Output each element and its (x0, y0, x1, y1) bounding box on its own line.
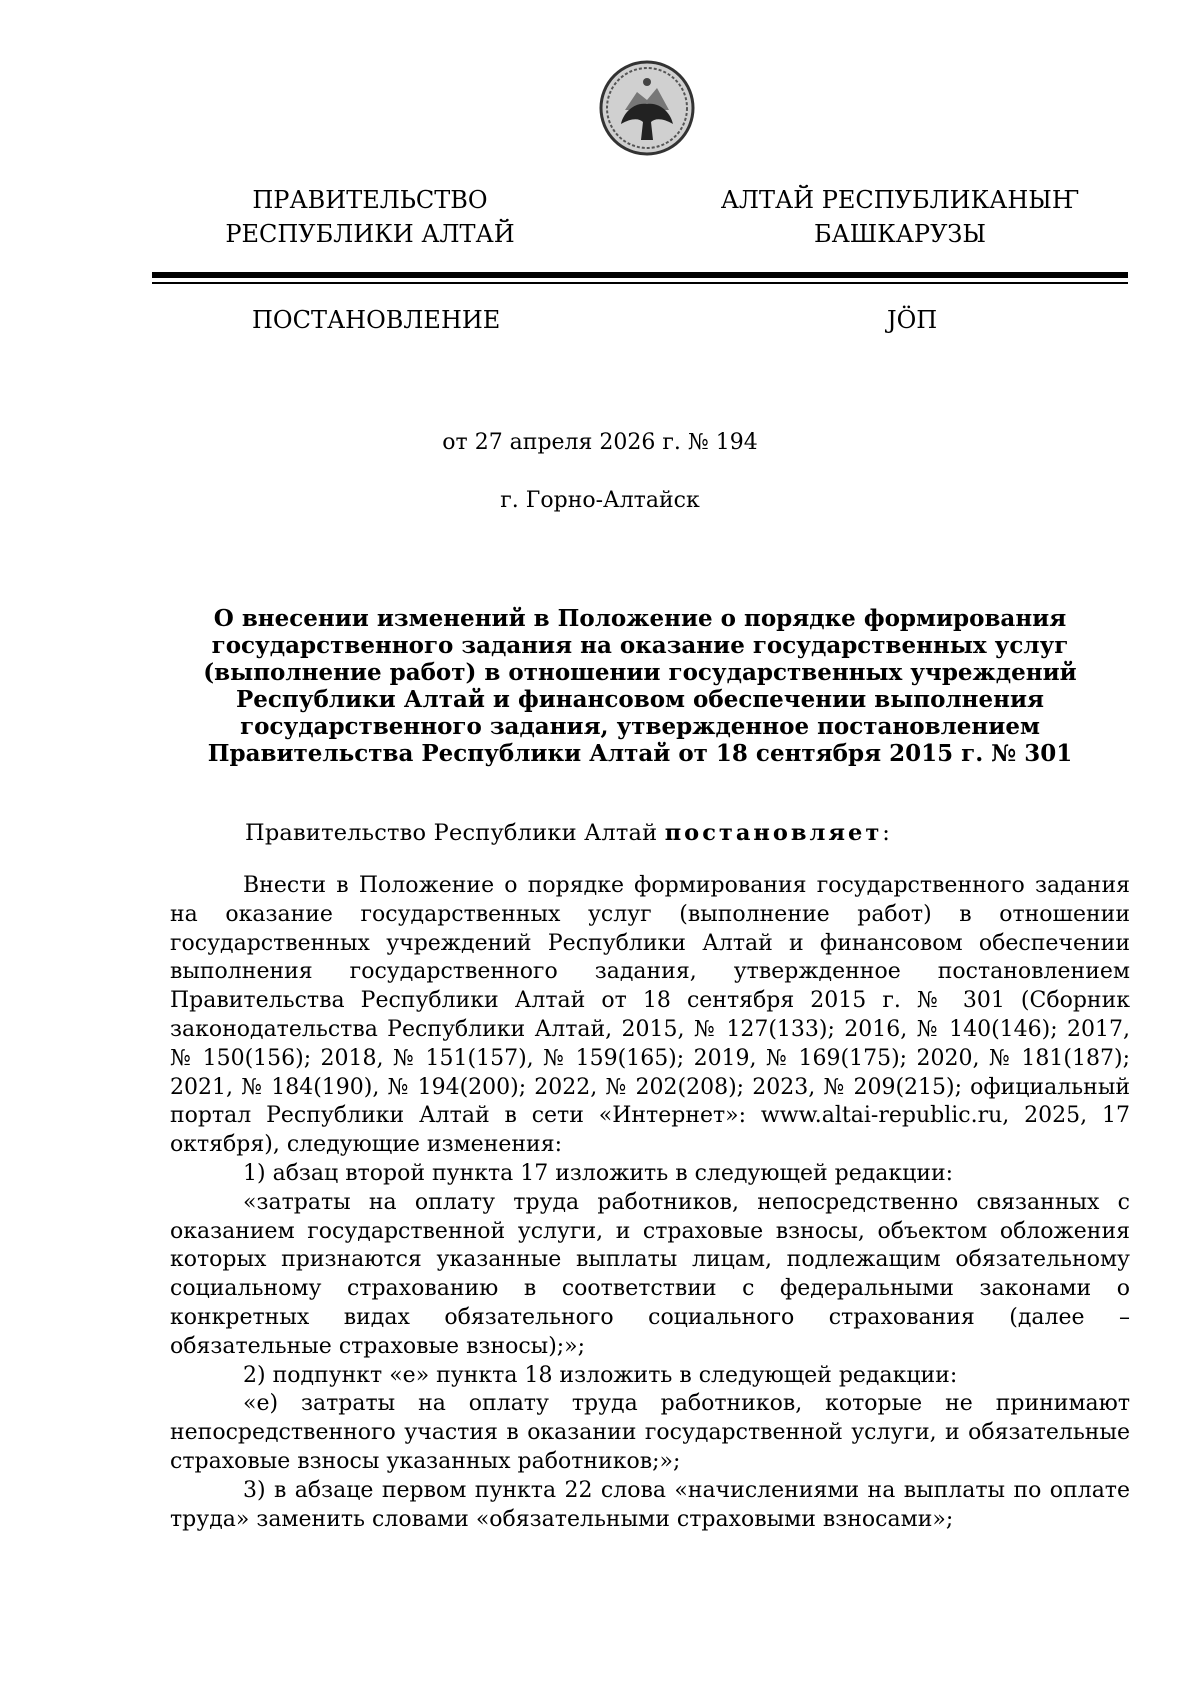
body-paragraph: «затраты на оплату труда работников, непосредственно связанных с оказанием государственной услуги, и страховые взносы, объектом обложения которых признаются указанные выплаты лицам, подлежащим обязательному социальному страхованию в соответствии с федеральными законами о конкретных видах обязательного социального страхования (далее – обязательные страховые взносы);»; (170, 1189, 1130, 1359)
preamble (245, 820, 890, 846)
body-paragraph: Внести в Положение о порядке формирования государственного задания на оказание государственных услуг (выполнение работ) в отношении государственных учреждений Республики Алтай и финансовом обеспечении выполнения государственного задания, утвержденное постановлением Правительства Республики Алтай от 18 сентября 2015 г. № 301 (Сборник законодательства Республики Алтай, 2015, № 127(133); 2016, № 140(146); 2017, № 150(156); 2018, № 151(157), № 159(165); 2019, № 169(175); 2020, № 181(187); 2021, № 184(190), № 194(200); 2022, № 202(208); 2023, № 209(215); официальный портал Республики Алтай в сети «Интернет»: www.altai-republic.ru, 2025, 17 октября), следующие изменения: (170, 873, 1130, 1158)
issuer-name-line: РЕСПУБЛИКИ АЛТАЙ (225, 220, 515, 248)
document-type-russian: ПОСТАНОВЛЕНИЕ (252, 306, 501, 334)
issuer-name-line: БАШКАРУЗЫ (813, 220, 986, 248)
preamble-colon: : (882, 820, 891, 846)
body-paragraph: 2) подпункт «е» пункта 18 изложить в следующей редакции: (243, 1362, 958, 1388)
issuer-name-altai (720, 183, 1080, 251)
document-body (170, 872, 1130, 1534)
issuer-name-russian (190, 183, 550, 251)
header-divider-thin (152, 282, 1128, 284)
body-paragraph: 3) в абзаце первом пункта 22 слова «начислениями на выплаты по оплате труда» заменить словами «обязательными страховыми взносами»; (170, 1477, 1130, 1532)
document-city: г. Горно-Алтайск (500, 488, 700, 513)
body-paragraph: «е) затраты на оплату труда работников, которые не принимают непосредственного участия в оказании государственной услуги, и обязательные страховые взносы указанных работников;»; (170, 1391, 1130, 1474)
document-title: О внесении изменений в Положение о порядке формирования государственного задания на оказание государственных услуг (выполнение работ) в отношении государственных учреждений Республики Алтай и финансовом обеспечении выполнения государственного задания, утвержденное постановлением Правительства Республики Алтай от 18 сентября 2015 г. № 301 (203, 605, 1077, 767)
issuer-name-line: АЛТАЙ РЕСПУБЛИКАНЫҤ (720, 186, 1080, 214)
preamble-subject: Правительство Республики Алтай (245, 820, 665, 846)
document-date-number: от 27 апреля 2026 г. № 194 (442, 430, 758, 455)
document-type-altai: ЈӦП (887, 306, 938, 334)
issuer-name-line: ПРАВИТЕЛЬСТВО (252, 186, 488, 214)
header-divider-thick (152, 272, 1128, 278)
altai-coat-of-arms-icon (597, 58, 697, 158)
preamble-verb: постановляет (664, 820, 883, 846)
body-paragraph: 1) абзац второй пункта 17 изложить в следующей редакции: (243, 1160, 954, 1186)
